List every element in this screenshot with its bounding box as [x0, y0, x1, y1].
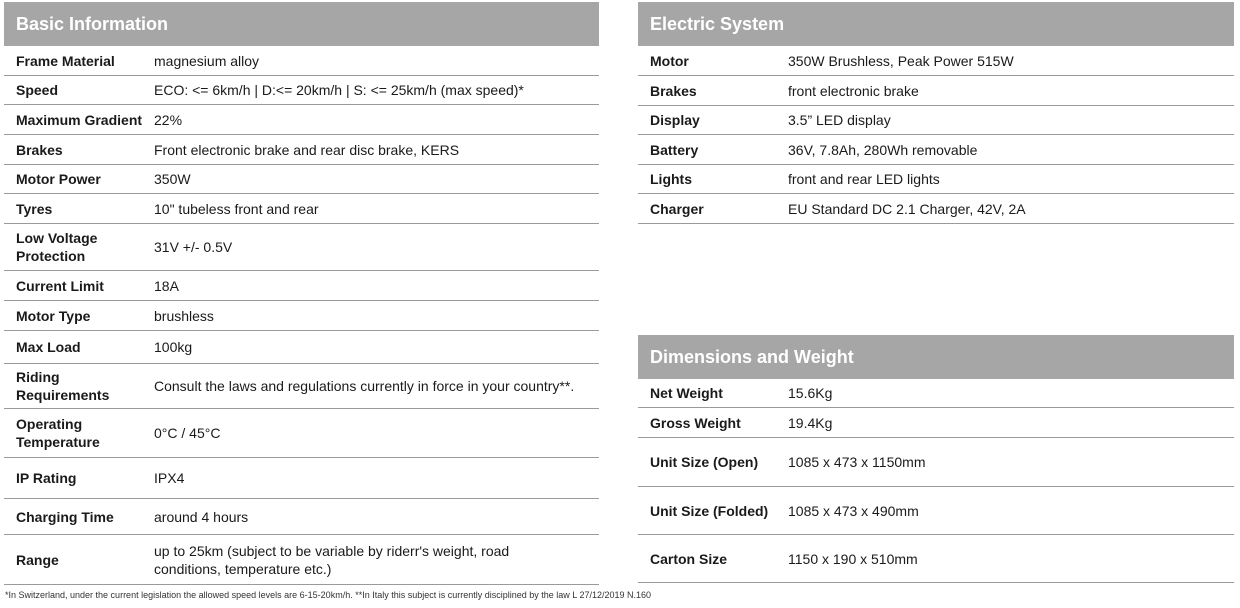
spec-label: Low Voltage Protection: [16, 230, 98, 264]
basic-information-section: [4, 2, 599, 585]
spec-row: [638, 106, 1234, 135]
spec-label: IP Rating: [16, 470, 77, 486]
spec-value: 0°C / 45°C: [154, 425, 221, 441]
spec-row: [638, 194, 1234, 224]
spec-value: 18A: [154, 277, 179, 294]
spec-label: Gross Weight: [650, 414, 741, 431]
spec-label: Speed: [16, 82, 59, 98]
spec-label: Tyres: [16, 200, 53, 217]
spec-value: EU Standard DC 2.1 Charger, 42V, 2A: [788, 200, 1026, 217]
spec-value: 15.6Kg: [788, 385, 833, 401]
spec-value: front electronic brake: [788, 82, 919, 99]
spec-label: Battery: [650, 141, 699, 158]
spec-row: [638, 535, 1234, 583]
electric-system-section: [638, 2, 1234, 224]
spec-value: 100kg: [154, 339, 193, 355]
spec-label: Net Weight: [650, 385, 723, 401]
spec-row: [4, 135, 599, 165]
spec-value: 10" tubeless front and rear: [154, 200, 319, 217]
spec-row: [4, 331, 599, 364]
spec-row: [638, 379, 1234, 408]
spec-value: around 4 hours: [154, 508, 249, 525]
spec-value: 1085 x 473 x 1150mm: [788, 454, 926, 470]
spec-row: [4, 165, 599, 194]
dimensions-weight-header: Dimensions and Weight: [638, 335, 1234, 379]
spec-value: 36V, 7.8Ah, 280Wh removable: [788, 141, 978, 158]
spec-value: ECO: <= 6km/h | D:<= 20km/h | S: <= 25km/h (max speed)*: [154, 82, 524, 98]
spec-row: [4, 301, 599, 331]
spec-row: [4, 535, 599, 585]
spec-row: [638, 76, 1234, 106]
spec-label: Motor: [650, 52, 689, 69]
spec-value: 350W: [154, 171, 191, 187]
basic-information-header: Basic Information: [4, 2, 599, 46]
spec-value: Front electronic brake and rear disc brake, KERS: [154, 141, 460, 158]
spec-value: magnesium alloy: [154, 52, 260, 69]
spec-value: IPX4: [154, 470, 185, 486]
spec-label: Charger: [650, 200, 704, 217]
spec-label: Frame Material: [16, 52, 115, 69]
spec-row: [4, 364, 599, 409]
spec-value: front and rear LED lights: [788, 171, 940, 187]
spec-value: 19.4Kg: [788, 414, 833, 431]
spec-value: 3.5” LED display: [788, 112, 891, 128]
spec-row: [638, 408, 1234, 438]
spec-row: [4, 458, 599, 499]
spec-row: [4, 271, 599, 301]
spec-value: 31V +/- 0.5V: [154, 239, 233, 255]
spec-row: [638, 438, 1234, 487]
spec-label: Carton Size: [650, 550, 728, 567]
spec-label: Current Limit: [16, 277, 104, 294]
spec-label: Maximum Gradient: [16, 111, 143, 128]
spec-row: [638, 487, 1234, 535]
spec-label: Operating Temperature: [16, 416, 100, 450]
spec-label: Lights: [650, 171, 692, 187]
spec-label: Riding Requirements: [16, 369, 110, 403]
spec-label: Charging Time: [16, 508, 114, 525]
spec-label: Max Load: [16, 339, 81, 355]
spec-value: up to 25km (subject to be variable by riderr's weight, road conditions, temperature etc.): [154, 542, 510, 577]
dimensions-weight-section: [638, 335, 1234, 583]
spec-row: [4, 76, 599, 105]
spec-row: [4, 46, 599, 76]
spec-value: brushless: [154, 307, 214, 324]
spec-label: Display: [650, 112, 700, 128]
spec-row: [638, 165, 1234, 194]
spec-label: Range: [16, 551, 59, 568]
spec-value: 350W Brushless, Peak Power 515W: [788, 52, 1014, 69]
spec-label: Motor Power: [16, 171, 101, 187]
spec-row: [638, 135, 1234, 165]
electric-system-header: Electric System: [638, 2, 1234, 46]
footnote: *In Switzerland, under the current legislation the allowed speed levels are 6-15-20km/h. **In Italy this subject is currently disciplined by the law L 27/12/2019 N.160: [5, 590, 652, 600]
spec-value: 1150 x 190 x 510mm: [788, 550, 918, 567]
spec-label: Motor Type: [16, 307, 91, 324]
spec-label: Unit Size (Folded): [650, 502, 769, 519]
spec-value: 1085 x 473 x 490mm: [788, 502, 919, 519]
spec-row: [4, 194, 599, 224]
spec-label: Unit Size (Open): [650, 454, 759, 470]
spec-row: [638, 46, 1234, 76]
spec-value: Consult the laws and regulations currently in force in your country**.: [154, 378, 575, 394]
spec-row: [4, 105, 599, 135]
spec-row: [4, 224, 599, 271]
spec-label: Brakes: [650, 82, 697, 99]
spec-label: Brakes: [16, 141, 63, 158]
spec-row: [4, 499, 599, 535]
spec-row: [4, 409, 599, 458]
spec-value: 22%: [154, 111, 183, 128]
